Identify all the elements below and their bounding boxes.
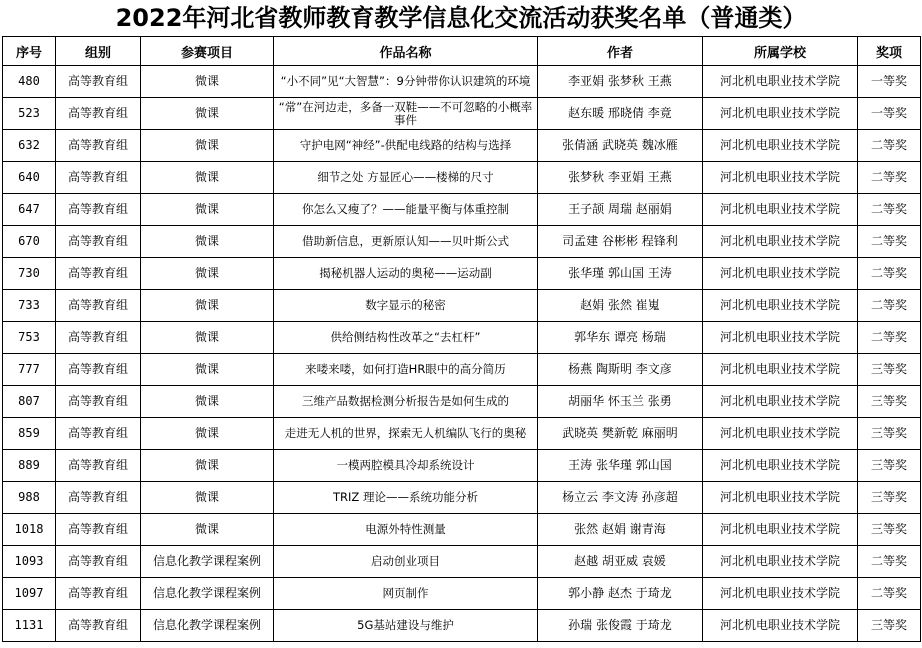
- cell-author: 王子颉 周瑞 赵丽娟: [538, 194, 703, 226]
- table-row: [3, 194, 921, 226]
- cell-project: 微课: [141, 226, 274, 258]
- table-row: [3, 610, 921, 642]
- cell-project: 信息化教学课程案例: [141, 578, 274, 610]
- table-row: [3, 130, 921, 162]
- cell-author: 武晓英 樊新乾 麻丽明: [538, 418, 703, 450]
- header-row: [3, 37, 921, 66]
- cell-work-name: 守护电网“神经”-供配电线路的结构与选择: [274, 130, 538, 162]
- cell-school: 河北机电职业技术学院: [703, 98, 858, 130]
- header-author: 作者: [538, 37, 703, 66]
- cell-project: 微课: [141, 354, 274, 386]
- cell-school: 河北机电职业技术学院: [703, 578, 858, 610]
- cell-work-name: 数字显示的秘密: [274, 290, 538, 322]
- cell-serial: 1018: [3, 514, 56, 546]
- cell-serial: 988: [3, 482, 56, 514]
- cell-award: 三等奖: [858, 482, 921, 514]
- cell-award: 三等奖: [858, 354, 921, 386]
- cell-group: 高等教育组: [56, 514, 141, 546]
- cell-author: 孙瑞 张俊霞 于琦龙: [538, 610, 703, 642]
- table-row: [3, 354, 921, 386]
- cell-school: 河北机电职业技术学院: [703, 290, 858, 322]
- cell-school: 河北机电职业技术学院: [703, 66, 858, 98]
- page-title: 2022年河北省教师教育教学信息化交流活动获奖名单（普通类）: [115, 4, 807, 32]
- cell-project: 微课: [141, 514, 274, 546]
- cell-project: 微课: [141, 162, 274, 194]
- cell-work-name: TRIZ 理论——系统功能分析: [274, 482, 538, 514]
- award-table: [2, 36, 921, 642]
- cell-work-name: 供给侧结构性改革之“去杠杆”: [274, 322, 538, 354]
- cell-work-name: 来喽来喽，如何打造HR眼中的高分简历: [274, 354, 538, 386]
- cell-school: 河北机电职业技术学院: [703, 546, 858, 578]
- cell-group: 高等教育组: [56, 130, 141, 162]
- header-award: 奖项: [858, 37, 921, 66]
- cell-author: 赵东暖 邢晓倩 李竟: [538, 98, 703, 130]
- header-group: 组别: [56, 37, 141, 66]
- cell-group: 高等教育组: [56, 66, 141, 98]
- cell-work-name: 细节之处 方显匠心——楼梯的尺寸: [274, 162, 538, 194]
- cell-serial: 730: [3, 258, 56, 290]
- cell-project: 信息化教学课程案例: [141, 546, 274, 578]
- table-body: [3, 66, 921, 642]
- cell-school: 河北机电职业技术学院: [703, 418, 858, 450]
- table-row: [3, 578, 921, 610]
- cell-project: 微课: [141, 386, 274, 418]
- cell-school: 河北机电职业技术学院: [703, 386, 858, 418]
- cell-project: 微课: [141, 482, 274, 514]
- table-row: [3, 322, 921, 354]
- table-row: [3, 418, 921, 450]
- cell-award: 二等奖: [858, 578, 921, 610]
- header-school: 所属学校: [703, 37, 858, 66]
- table-row: [3, 98, 921, 130]
- cell-work-name: “小不同”见“大智慧”：9分钟带你认识建筑的环境: [274, 66, 538, 98]
- cell-project: 微课: [141, 66, 274, 98]
- cell-serial: 480: [3, 66, 56, 98]
- cell-work-name: “常”在河边走，多备一双鞋——不可忽略的小概率事件: [274, 98, 538, 130]
- cell-award: 三等奖: [858, 386, 921, 418]
- cell-school: 河北机电职业技术学院: [703, 450, 858, 482]
- cell-project: 微课: [141, 322, 274, 354]
- table-row: [3, 258, 921, 290]
- cell-work-name: 5G基站建设与维护: [274, 610, 538, 642]
- cell-work-name: 走进无人机的世界，探索无人机编队飞行的奥秘: [274, 418, 538, 450]
- cell-project: 微课: [141, 450, 274, 482]
- cell-school: 河北机电职业技术学院: [703, 130, 858, 162]
- cell-award: 二等奖: [858, 322, 921, 354]
- cell-school: 河北机电职业技术学院: [703, 514, 858, 546]
- cell-school: 河北机电职业技术学院: [703, 226, 858, 258]
- cell-group: 高等教育组: [56, 290, 141, 322]
- cell-group: 高等教育组: [56, 482, 141, 514]
- cell-work-name: 网页制作: [274, 578, 538, 610]
- table-row: [3, 162, 921, 194]
- cell-award: 三等奖: [858, 610, 921, 642]
- cell-group: 高等教育组: [56, 610, 141, 642]
- cell-award: 二等奖: [858, 258, 921, 290]
- cell-serial: 632: [3, 130, 56, 162]
- cell-project: 信息化教学课程案例: [141, 610, 274, 642]
- cell-serial: 640: [3, 162, 56, 194]
- cell-project: 微课: [141, 258, 274, 290]
- cell-school: 河北机电职业技术学院: [703, 354, 858, 386]
- cell-serial: 1093: [3, 546, 56, 578]
- cell-group: 高等教育组: [56, 194, 141, 226]
- cell-serial: 753: [3, 322, 56, 354]
- cell-group: 高等教育组: [56, 162, 141, 194]
- cell-author: 郭小静 赵杰 于琦龙: [538, 578, 703, 610]
- cell-group: 高等教育组: [56, 418, 141, 450]
- cell-group: 高等教育组: [56, 226, 141, 258]
- cell-serial: 733: [3, 290, 56, 322]
- cell-work-name: 电源外特性测量: [274, 514, 538, 546]
- header-work-name: 作品名称: [274, 37, 538, 66]
- table-row: [3, 546, 921, 578]
- cell-award: 三等奖: [858, 514, 921, 546]
- cell-school: 河北机电职业技术学院: [703, 162, 858, 194]
- cell-group: 高等教育组: [56, 578, 141, 610]
- cell-group: 高等教育组: [56, 546, 141, 578]
- cell-serial: 523: [3, 98, 56, 130]
- cell-author: 赵娟 张然 崔嵬: [538, 290, 703, 322]
- cell-author: 张倩涵 武晓英 魏冰雁: [538, 130, 703, 162]
- table-row: [3, 482, 921, 514]
- table-row: [3, 66, 921, 98]
- table-row: [3, 450, 921, 482]
- cell-school: 河北机电职业技术学院: [703, 194, 858, 226]
- cell-serial: 1131: [3, 610, 56, 642]
- cell-serial: 647: [3, 194, 56, 226]
- cell-award: 一等奖: [858, 66, 921, 98]
- table-row: [3, 226, 921, 258]
- table-row: [3, 386, 921, 418]
- cell-group: 高等教育组: [56, 386, 141, 418]
- cell-work-name: 一模两腔模具冷却系统设计: [274, 450, 538, 482]
- cell-serial: 889: [3, 450, 56, 482]
- header-project: 参赛项目: [141, 37, 274, 66]
- cell-author: 赵越 胡亚威 袁媛: [538, 546, 703, 578]
- header-serial: 序号: [3, 37, 56, 66]
- cell-serial: 807: [3, 386, 56, 418]
- cell-school: 河北机电职业技术学院: [703, 482, 858, 514]
- cell-project: 微课: [141, 418, 274, 450]
- cell-author: 司孟建 谷彬彬 程锋利: [538, 226, 703, 258]
- cell-award: 二等奖: [858, 130, 921, 162]
- cell-project: 微课: [141, 290, 274, 322]
- cell-author: 杨立云 李文涛 孙彦超: [538, 482, 703, 514]
- cell-school: 河北机电职业技术学院: [703, 322, 858, 354]
- cell-work-name: 揭秘机器人运动的奥秘——运动副: [274, 258, 538, 290]
- cell-author: 胡丽华 怀玉兰 张勇: [538, 386, 703, 418]
- cell-group: 高等教育组: [56, 322, 141, 354]
- cell-project: 微课: [141, 130, 274, 162]
- cell-author: 张然 赵娟 谢青海: [538, 514, 703, 546]
- cell-project: 微课: [141, 194, 274, 226]
- cell-award: 二等奖: [858, 194, 921, 226]
- cell-project: 微课: [141, 98, 274, 130]
- cell-award: 三等奖: [858, 450, 921, 482]
- cell-award: 二等奖: [858, 546, 921, 578]
- cell-author: 李亚娟 张梦秋 王燕: [538, 66, 703, 98]
- cell-group: 高等教育组: [56, 450, 141, 482]
- cell-award: 一等奖: [858, 98, 921, 130]
- cell-group: 高等教育组: [56, 98, 141, 130]
- cell-serial: 670: [3, 226, 56, 258]
- cell-work-name: 借助新信息，更新原认知——贝叶斯公式: [274, 226, 538, 258]
- cell-award: 二等奖: [858, 226, 921, 258]
- cell-serial: 777: [3, 354, 56, 386]
- cell-award: 三等奖: [858, 418, 921, 450]
- cell-award: 二等奖: [858, 162, 921, 194]
- cell-author: 杨燕 陶斯明 李文彦: [538, 354, 703, 386]
- cell-work-name: 你怎么又瘦了？——能量平衡与体重控制: [274, 194, 538, 226]
- cell-award: 二等奖: [858, 290, 921, 322]
- cell-author: 王涛 张华瑾 郭山国: [538, 450, 703, 482]
- table-row: [3, 514, 921, 546]
- cell-school: 河北机电职业技术学院: [703, 610, 858, 642]
- cell-serial: 1097: [3, 578, 56, 610]
- cell-group: 高等教育组: [56, 354, 141, 386]
- cell-group: 高等教育组: [56, 258, 141, 290]
- cell-work-name: 三维产品数据检测分析报告是如何生成的: [274, 386, 538, 418]
- cell-serial: 859: [3, 418, 56, 450]
- cell-author: 张梦秋 李亚娟 王燕: [538, 162, 703, 194]
- table-row: [3, 290, 921, 322]
- cell-school: 河北机电职业技术学院: [703, 258, 858, 290]
- cell-work-name: 启动创业项目: [274, 546, 538, 578]
- cell-author: 张华瑾 郭山国 王涛: [538, 258, 703, 290]
- cell-author: 郭华东 谭亮 杨瑞: [538, 322, 703, 354]
